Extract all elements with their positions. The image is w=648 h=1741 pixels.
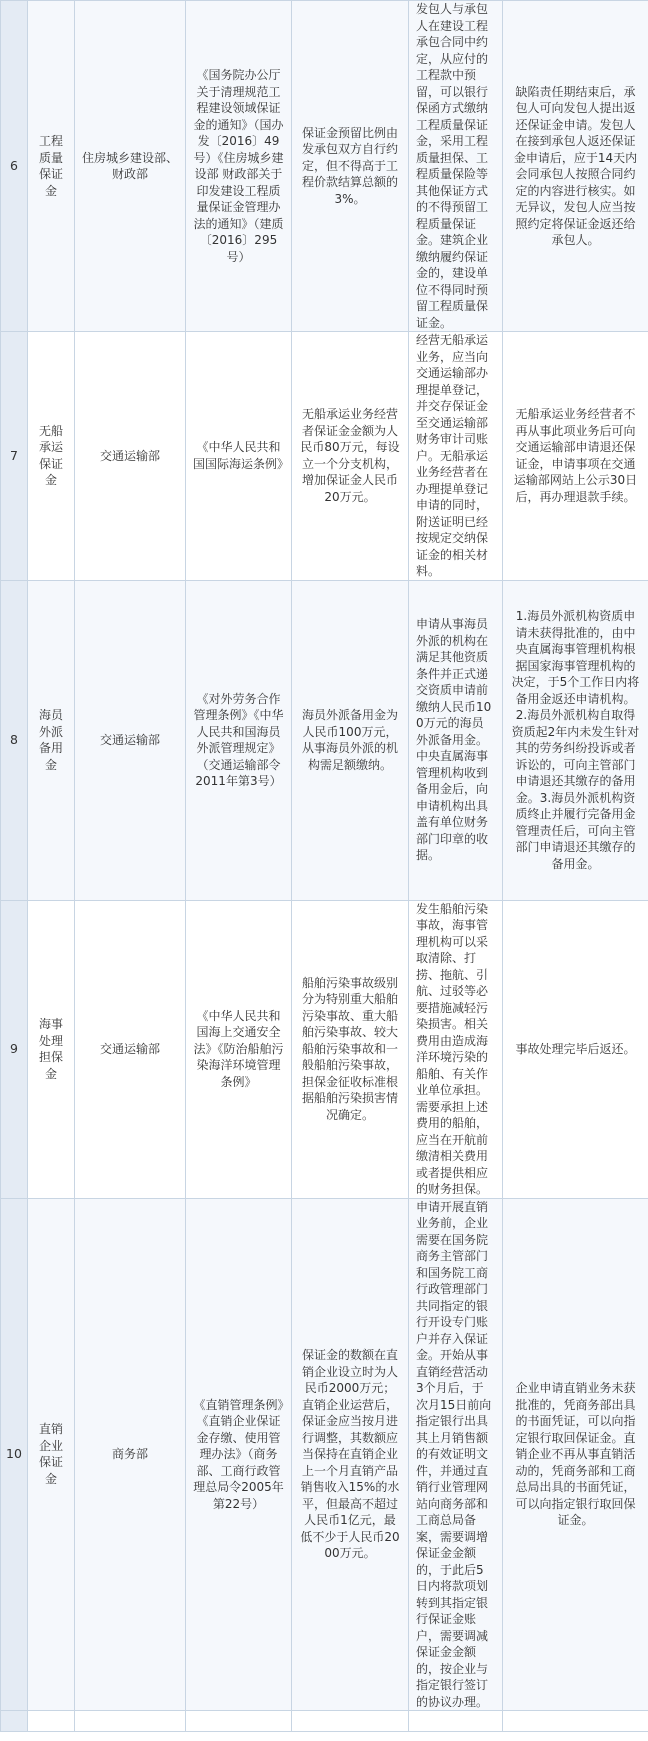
legal-basis: 《对外劳务合作管理条例》《中华人民共和国海员外派管理规定》（交通运输部令2011年第3号） (186, 580, 292, 900)
table-row (1, 900, 648, 1198)
collection-standard: 海员外派备用金为人民币100万元，从事海员外派的机构需足额缴纳。 (292, 580, 409, 900)
refund-procedure: 事故处理完毕后返还。 (503, 900, 648, 1198)
row-index: 9 (1, 900, 28, 1198)
collection-procedure: 发包人与承包人在建设工程承包合同中约定，从应付的工程款中预留，可以银行保函方式缴纳工程质量保证金，采用工程质量担保、工程质量保险等其他保证方式的不得预留工程质量保证金。建筑企业缴纳履约保证金的，建设单位不得同时预留工程质量保证金。 (409, 1, 503, 332)
refund-procedure: 缺陷责任期结束后，承包人可向发包人提出返还保证金申请。发包人在接到承包人返还保证金申请后，应于14天内会同承包人按照合同约定的内容进行核实。如无异议，发包人应当按照约定将保证金返还给承包人。 (503, 1, 648, 332)
collection-standard: 保证金的数额在直销企业设立时为人民币2000万元；直销企业运营后，保证金应当按月进行调整，其数额应当保持在直销企业上一个月直销产品销售收入15%的水平，但最高不超过人民币1亿元，最低不少于人民币2000万元。 (292, 1198, 409, 1711)
row-index-empty (1, 1711, 28, 1732)
empty-cell (186, 1711, 292, 1732)
legal-basis: 《中华人民共和国海上交通安全法》《防治船舶污染海洋环境管理条例》 (186, 900, 292, 1198)
refund-procedure: 企业申请直销业务未获批准的，凭商务部出具的书面凭证，可以向指定银行取回保证金。直销企业不再从事直销活动的，凭商务部和工商总局出具的书面凭证，可以向指定银行取回保证金。 (503, 1198, 648, 1711)
department: 交通运输部 (75, 580, 186, 900)
empty-cell (75, 1711, 186, 1732)
deposit-name: 直销企业保证金 (28, 1198, 75, 1711)
empty-cell (28, 1711, 75, 1732)
row-index: 8 (1, 580, 28, 900)
table-row (1, 1, 648, 332)
table-row (1, 580, 648, 900)
department: 交通运输部 (75, 332, 186, 581)
table-row (1, 332, 648, 581)
row-index: 7 (1, 332, 28, 581)
collection-procedure: 申请从事海员外派的机构在满足其他资质条件并正式递交资质申请前缴纳人民币100万元的海员外派备用金。中央直属海事管理机构收到备用金后，向申请机构出具盖有单位财务部门印章的收据。 (409, 580, 503, 900)
collection-procedure: 申请开展直销业务前，企业需要在国务院商务主管部门和国务院工商行政管理部门共同指定的银行开设专门账户并存入保证金。开始从事直销经营活动3个月后，于次月15日前向指定银行出具其上月销售额的有效证明文件，并通过直销行业管理网站向商务部和工商总局备案，需要调增保证金金额的，于此后5日内将款项划转到其指定银行保证金账户，需要调减保证金金额的，按企业与指定银行签订的协议办理。 (409, 1198, 503, 1711)
refund-procedure: 无船承运业务经营者不再从事此项业务后可向交通运输部申请退还保证金，申请事项在交通运输部网站上公示30日后，再办理退款手续。 (503, 332, 648, 581)
refund-procedure: 1.海员外派机构资质申请未获得批准的，由中央直属海事管理机构根据国家海事管理机构的决定，于5个工作日内将备用金返还申请机构。2.海员外派机构自取得资质起2年内未发生针对其的劳务纠纷投诉或者诉讼的，可向主管部门申请退还其缴存的备用金。3.海员外派机构资质终止并履行完备用金管理责任后，可向主管部门申请退还其缴存的备用金。 (503, 580, 648, 900)
deposit-name: 工程质量保证金 (28, 1, 75, 332)
empty-cell (503, 1711, 648, 1732)
collection-standard: 保证金预留比例由发承包双方自行约定，但不得高于工程价款结算总额的3%。 (292, 1, 409, 332)
department: 住房城乡建设部、财政部 (75, 1, 186, 332)
department: 商务部 (75, 1198, 186, 1711)
row-index: 10 (1, 1198, 28, 1711)
row-index: 6 (1, 1, 28, 332)
deposit-name: 海事处理担保金 (28, 900, 75, 1198)
department: 交通运输部 (75, 900, 186, 1198)
legal-basis: 《直销管理条例》《直销企业保证金存缴、使用管理办法》（商务部、工商行政管理总局令2005年第22号） (186, 1198, 292, 1711)
table-row (1, 1198, 648, 1711)
deposit-name: 海员外派备用金 (28, 580, 75, 900)
empty-cell (409, 1711, 503, 1732)
empty-cell (292, 1711, 409, 1732)
collection-procedure: 经营无船承运业务，应当向交通运输部办理提单登记，并交存保证金至交通运输部财务审计司账户。无船承运业务经营者在办理提单登记申请的同时，附送证明已经按规定交纳保证金的相关材料。 (409, 332, 503, 581)
table-row-partial (1, 1711, 648, 1732)
legal-basis: 《国务院办公厅关于清理规范工程建设领域保证金的通知》（国办发〔2016〕49号）《住房城乡建设部 财政部关于印发建设工程质量保证金管理办法的通知》（建质〔2016〕295号） (186, 1, 292, 332)
collection-standard: 船舶污染事故级别分为特别重大船舶污染事故、重大船舶污染事故、较大船舶污染事故和一般船舶污染事故，担保金征收标准根据船舶污染损害情况确定。 (292, 900, 409, 1198)
collection-procedure: 发生船舶污染事故，海事管理机构可以采取清除、打捞、拖航、引航、过驳等必要措施减轻污染损害。相关费用由造成海洋环境污染的船舶、有关作业单位承担。需要承担上述费用的船舶，应当在开航前缴清相关费用或者提供相应的财务担保。 (409, 900, 503, 1198)
deposit-name: 无船承运保证金 (28, 332, 75, 581)
legal-basis: 《中华人民共和国国际海运条例》 (186, 332, 292, 581)
collection-standard: 无船承运业务经营者保证金金额为人民币80万元，每设立一个分支机构，增加保证金人民币20万元。 (292, 332, 409, 581)
